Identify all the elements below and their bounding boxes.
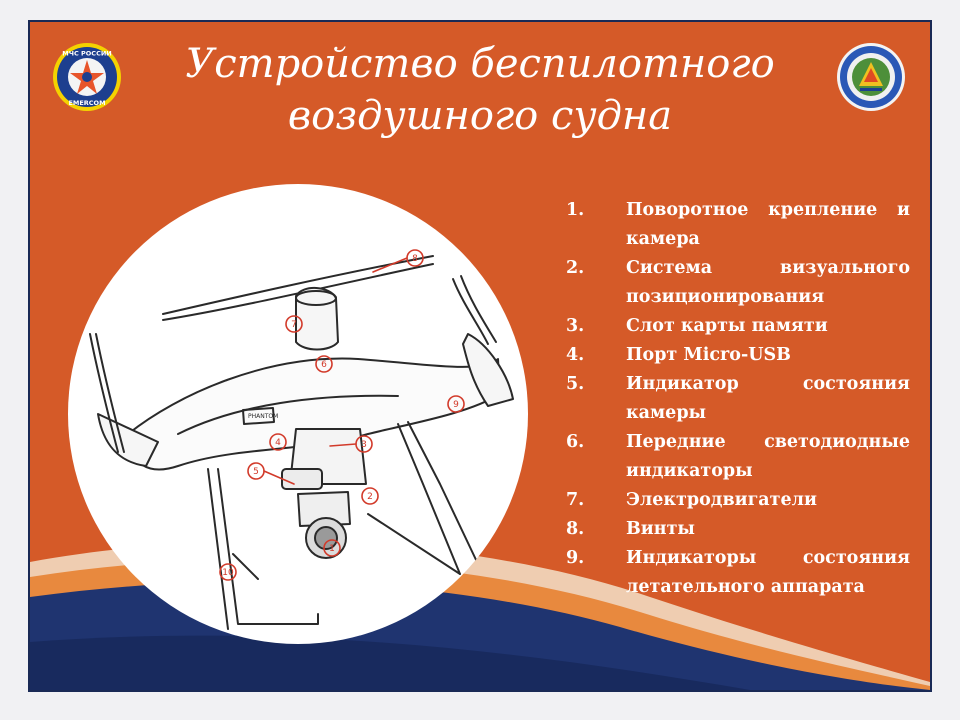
callout-7: 7 (291, 320, 297, 330)
list-item (566, 544, 910, 602)
list-item (566, 370, 910, 428)
callout-9: 9 (453, 400, 459, 410)
drone-body-label: PHANTOM (248, 413, 279, 420)
list-item-number: 7. (566, 490, 585, 510)
components-list (566, 196, 910, 602)
list-item-number: 1. (566, 200, 585, 220)
callout-10: 10 (222, 568, 234, 578)
callout-1: 1 (329, 544, 335, 554)
list-item-number: 2. (566, 258, 585, 278)
list-item (566, 341, 910, 370)
list-item-text: Поворотное крепление и камера (626, 200, 910, 249)
slide-frame (30, 22, 930, 690)
list-item (566, 428, 910, 486)
title-line-2: воздушного судна (287, 93, 673, 139)
list-item-number: 3. (566, 316, 585, 336)
list-item-text: Винты (626, 519, 695, 539)
list-item (566, 254, 910, 312)
list-item-number: 6. (566, 432, 585, 452)
list-item-text: Порт Micro-USB (626, 345, 791, 365)
list-item (566, 196, 910, 254)
list-item-text: Слот карты памяти (626, 316, 828, 336)
callout-8: 8 (412, 254, 418, 264)
list-item-text: Передние светодиодные индикаторы (626, 432, 910, 481)
quadcopter-drone-icon (68, 184, 528, 644)
round-emblem-icon (836, 42, 906, 112)
list-item-number: 8. (566, 519, 585, 539)
title-line-1: Устройство беспилотного (185, 41, 775, 87)
slide-title (150, 38, 810, 142)
list-item-text: Электродвигатели (626, 490, 817, 510)
logo-text-top: МЧС РОССИИ (62, 49, 112, 58)
logo-text-bottom: EMERCOM (68, 99, 106, 107)
list-item-number: 5. (566, 374, 585, 394)
list-item-text: Индикатор состояния камеры (626, 374, 910, 423)
callout-2: 2 (367, 492, 373, 502)
list-item (566, 486, 910, 515)
callout-6: 6 (321, 360, 327, 370)
list-item (566, 515, 910, 544)
list-item-number: 9. (566, 548, 585, 568)
callout-5: 5 (253, 467, 259, 477)
callout-3: 3 (361, 440, 367, 450)
list-item-number: 4. (566, 345, 585, 365)
list-item-text: Система визуального позиционирования (626, 258, 910, 307)
list-item-text: Индикаторы состояния летательного аппарата (626, 548, 910, 597)
mchs-emblem-icon (52, 42, 122, 112)
list-item (566, 312, 910, 341)
drone-diagram (68, 184, 528, 644)
callout-4: 4 (275, 438, 281, 448)
